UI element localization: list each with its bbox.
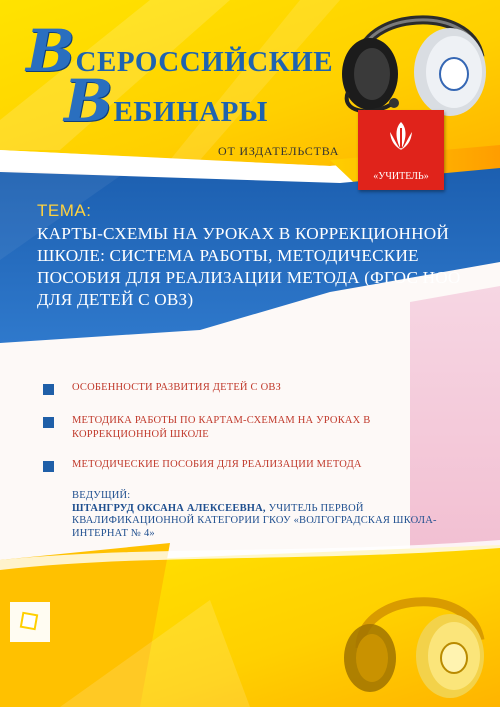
bullet-marker <box>43 461 54 472</box>
book-logo-icon <box>386 118 416 154</box>
brand-initial: В <box>64 67 114 135</box>
brand-rest: СЕРОССИЙСКИЕ <box>75 46 334 78</box>
presenter-label: ВЕДУЩИЙ: <box>72 490 131 501</box>
presenter-block <box>72 490 462 540</box>
publisher-logo-text: «УЧИТЕЛЬ» <box>373 171 429 182</box>
presenter-name: ШТАНГРУД ОКСАНА АЛЕКСЕЕВНА, <box>72 502 266 514</box>
presenter-description: УЧИТЕЛЬ ПЕРВОЙ КВАЛИФИКАЦИОННОЙ КАТЕГОРИИ ГКОУ «ВОЛГОГРАДСКАЯ ШКОЛА-ИНТЕРНАТ № 4» <box>72 502 437 539</box>
topic-title: КАРТЫ-СХЕМЫ НА УРОКАХ В КОРРЕКЦИОННОЙ ШКОЛЕ: СИСТЕМА РАБОТЫ, МЕТОДИЧЕСКИЕ ПОСОБИЯ ДЛЯ РЕАЛИЗАЦИИ МЕТОДА (ФГОС НОО ДЛЯ ДЕТЕЙ С ОВЗ) <box>37 224 461 309</box>
topic-label: ТЕМА: <box>37 201 92 220</box>
bullet-marker <box>43 384 54 395</box>
presenter-details <box>72 503 462 541</box>
list-item: МЕТОДИКА РАБОТЫ ПО КАРТАМ-СХЕМАМ НА УРОКАХ В КОРРЕКЦИОННОЙ ШКОЛЕ <box>72 415 371 440</box>
headset-icon <box>330 2 500 122</box>
brand-initial: В <box>26 17 76 85</box>
publisher-logo <box>358 110 444 190</box>
headset-icon <box>330 578 500 707</box>
bullet-marker <box>43 417 54 428</box>
list-item: МЕТОДИЧЕСКИЕ ПОСОБИЯ ДЛЯ РЕАЛИЗАЦИИ МЕТОДА <box>72 459 362 470</box>
list-item: ОСОБЕННОСТИ РАЗВИТИЯ ДЕТЕЙ С ОВЗ <box>72 382 282 393</box>
brand-rest: ЕБИНАРЫ <box>113 96 268 128</box>
publisher-prefix: ОТ ИЗДАТЕЛЬСТВА <box>218 144 340 158</box>
decorative-square <box>8 600 56 648</box>
brand-title-line2 <box>64 67 268 135</box>
